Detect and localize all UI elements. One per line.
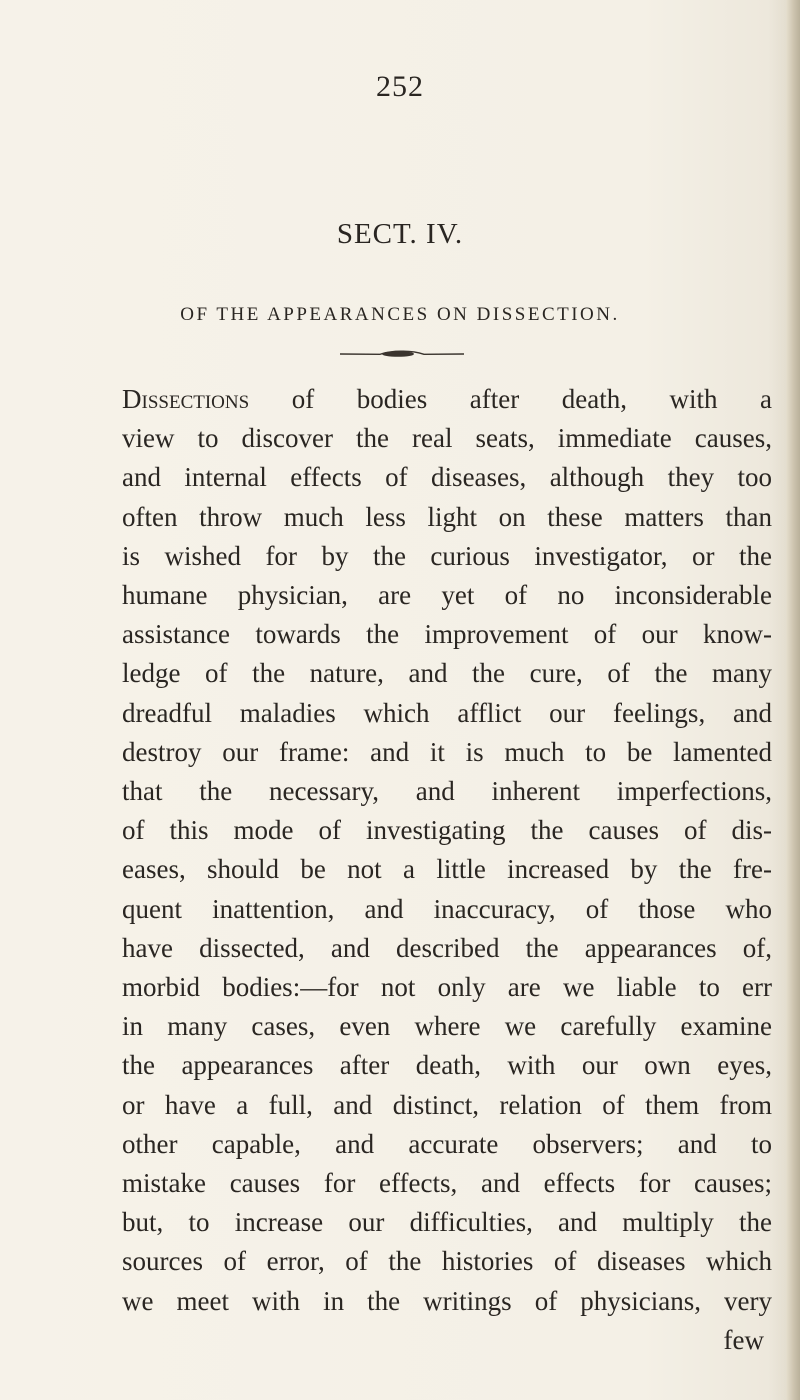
text-line-21: mistake causes for effects, and effects for causes; <box>122 1168 772 1199</box>
text-line-19: or have a full, and distinct, relation of them from <box>122 1089 772 1120</box>
text-line-17: in many cases, even where we carefully examine <box>122 1011 772 1042</box>
text-line-1: Dissections of bodies after death, with a <box>122 384 772 414</box>
text-line-9: dreadful maladies which afflict our feelings, and <box>122 697 772 728</box>
text-line-16: morbid bodies:—for not only are we liable to err <box>122 972 772 1003</box>
text-line-2: view to discover the real seats, immediate causes, <box>122 423 772 454</box>
text-line-22: but, to increase our difficulties, and multiply the <box>122 1207 772 1238</box>
text-line-24: we meet with in the writings of physicians, very <box>122 1285 772 1316</box>
page-edge <box>786 0 800 1400</box>
text-line-15: have dissected, and described the appearances of, <box>122 932 772 963</box>
text-line-23: sources of error, of the histories of diseases which <box>122 1246 772 1277</box>
text-line-8: ledge of the nature, and the cure, of the many <box>122 658 772 689</box>
page-number: 252 <box>376 70 424 103</box>
body-text <box>122 380 772 1360</box>
text-line-6: humane physician, are yet of no inconsiderable <box>122 580 772 611</box>
text-line-5: is wished for by the curious investigator, or the <box>122 540 772 571</box>
text-line-3: and internal effects of diseases, although they too <box>122 462 772 493</box>
text-line-11: that the necessary, and inherent imperfections, <box>122 776 772 807</box>
text-line-7: assistance towards the improvement of our know- <box>122 619 772 650</box>
text-line-10: destroy our frame: and it is much to be lamented <box>122 736 772 767</box>
text-line-14: quent inattention, and inaccuracy, of those who <box>122 893 772 924</box>
drop-word: Dissections <box>122 384 250 414</box>
rule-ornament-icon <box>340 350 464 358</box>
text-line-13: eases, should be not a little increased by the fre- <box>122 854 772 885</box>
text-line-12: of this mode of investigating the causes of dis- <box>122 815 772 846</box>
text-line-18: the appearances after death, with our own eyes, <box>122 1050 772 1081</box>
text-line-20: other capable, and accurate observers; and to <box>122 1128 772 1159</box>
section-subtitle: OF THE APPEARANCES ON DISSECTION. <box>180 304 620 325</box>
section-title: SECT. IV. <box>336 218 464 250</box>
text-line-4: often throw much less light on these matters than <box>122 501 772 532</box>
catchword: few <box>723 1324 764 1355</box>
